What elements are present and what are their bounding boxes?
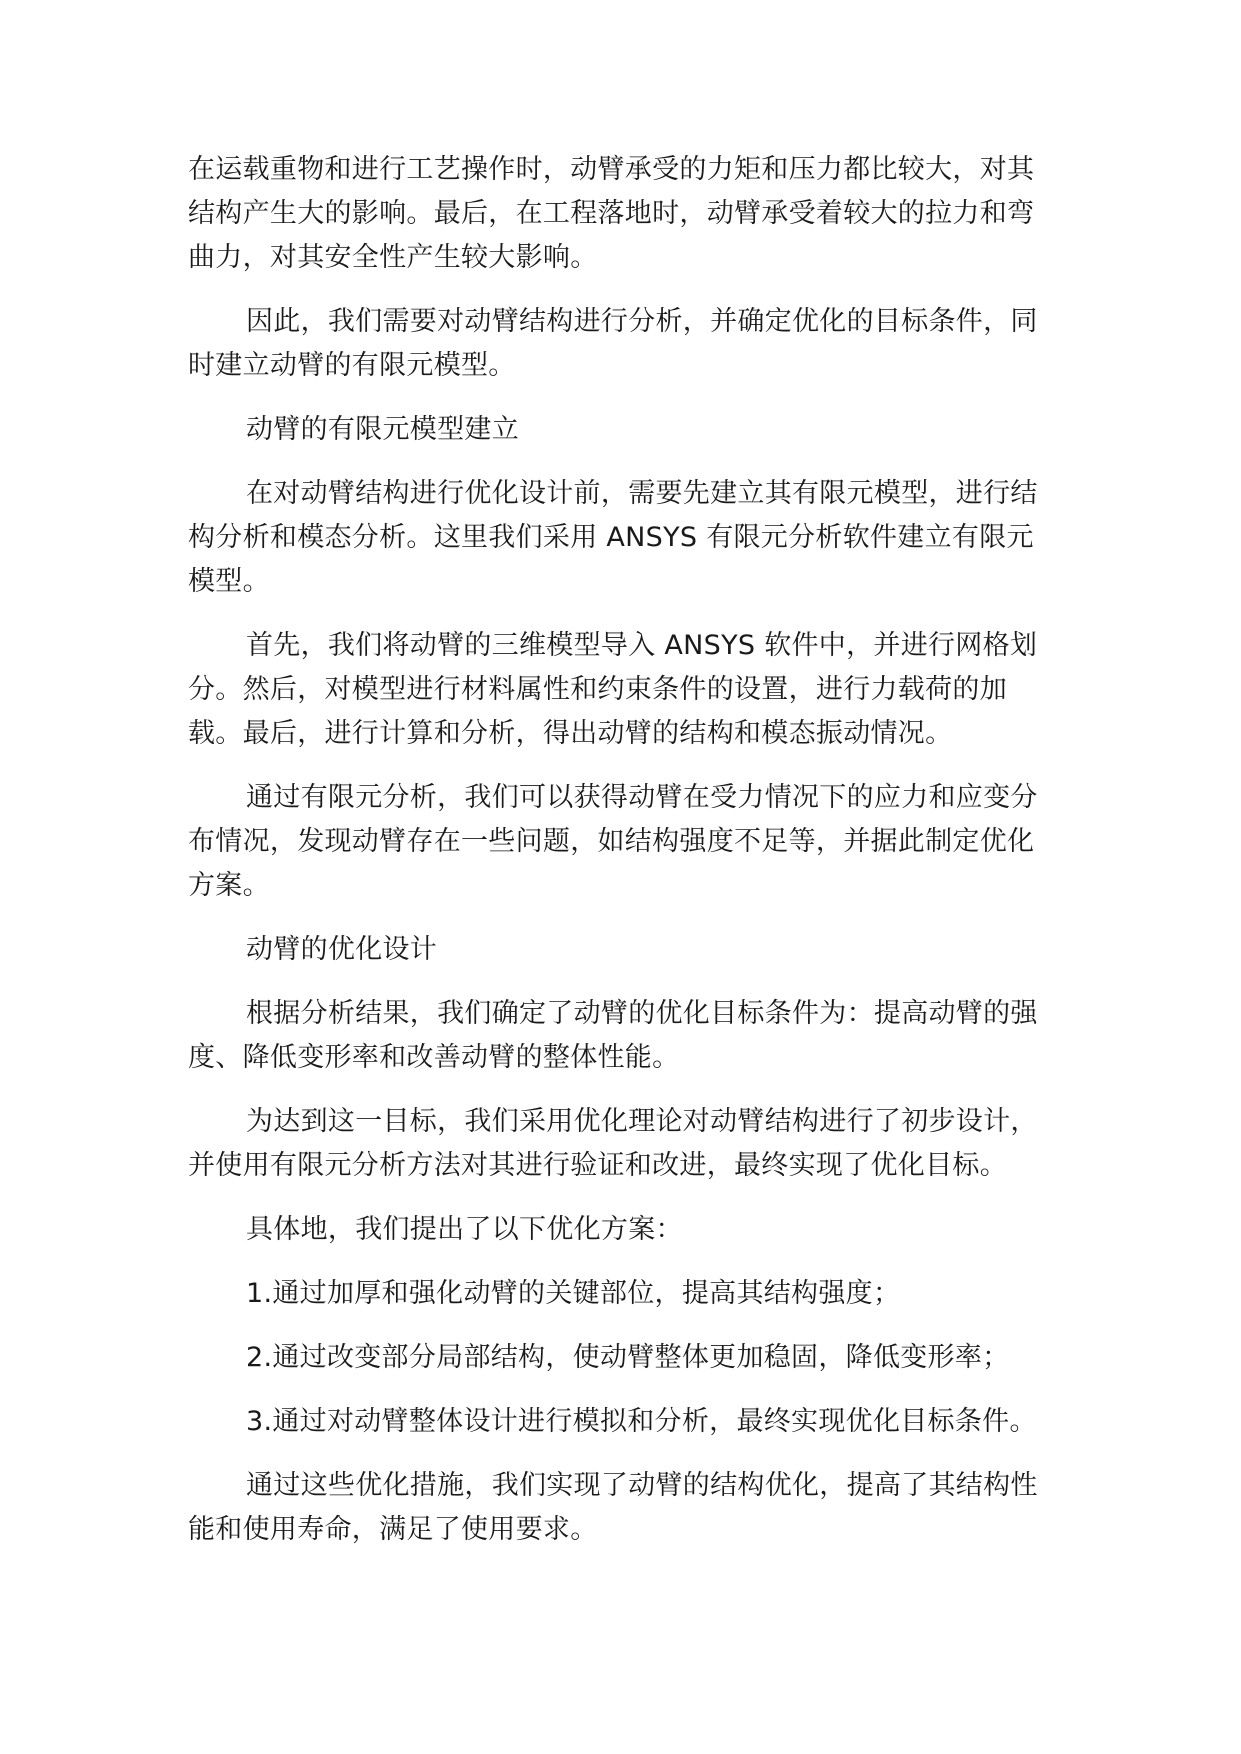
paragraph: 因此，我们需要对动臂结构进行分析，并确定优化的目标条件，同时建立动臂的有限元模型。	[188, 306, 1038, 381]
paragraph: 根据分析结果，我们确定了动臂的优化目标条件为：提高动臂的强度、降低变形率和改善动臂的整体性能。	[188, 998, 1038, 1073]
document-body	[188, 148, 1058, 1572]
paragraph: 首先，我们将动臂的三维模型导入 ANSYS 软件中，并进行网格划分。然后，对模型进行材料属性和约束条件的设置，进行力载荷的加载。最后，进行计算和分析，得出动臂的结构和模态振动情况。	[188, 630, 1038, 749]
paragraph-continuation: 在运载重物和进行工艺操作时，动臂承受的力矩和压力都比较大，对其结构产生大的影响。最后，在工程落地时，动臂承受着较大的拉力和弯曲力，对其安全性产生较大影响。	[188, 154, 1035, 273]
section-heading: 动臂的有限元模型建立	[246, 414, 519, 445]
list-item: 1.通过加厚和强化动臂的关键部位，提高其结构强度；	[246, 1278, 901, 1309]
paragraph: 为达到这一目标，我们采用优化理论对动臂结构进行了初步设计，并使用有限元分析方法对其进行验证和改进，最终实现了优化目标。	[188, 1106, 1038, 1181]
paragraph: 通过这些优化措施，我们实现了动臂的结构优化，提高了其结构性能和使用寿命，满足了使用要求。	[188, 1470, 1038, 1545]
paragraph: 通过有限元分析，我们可以获得动臂在受力情况下的应力和应变分布情况，发现动臂存在一些问题，如结构强度不足等，并据此制定优化方案。	[188, 782, 1038, 901]
list-item: 2.通过改变部分局部结构，使动臂整体更加稳固，降低变形率；	[246, 1342, 1010, 1373]
section-heading: 动臂的优化设计	[246, 934, 438, 965]
list-item: 3.通过对动臂整体设计进行模拟和分析，最终实现优化目标条件。	[246, 1406, 1037, 1437]
paragraph: 在对动臂结构进行优化设计前，需要先建立其有限元模型，进行结构分析和模态分析。这里我们采用 ANSYS 有限元分析软件建立有限元模型。	[188, 478, 1038, 597]
paragraph: 具体地，我们提出了以下优化方案：	[246, 1214, 683, 1245]
